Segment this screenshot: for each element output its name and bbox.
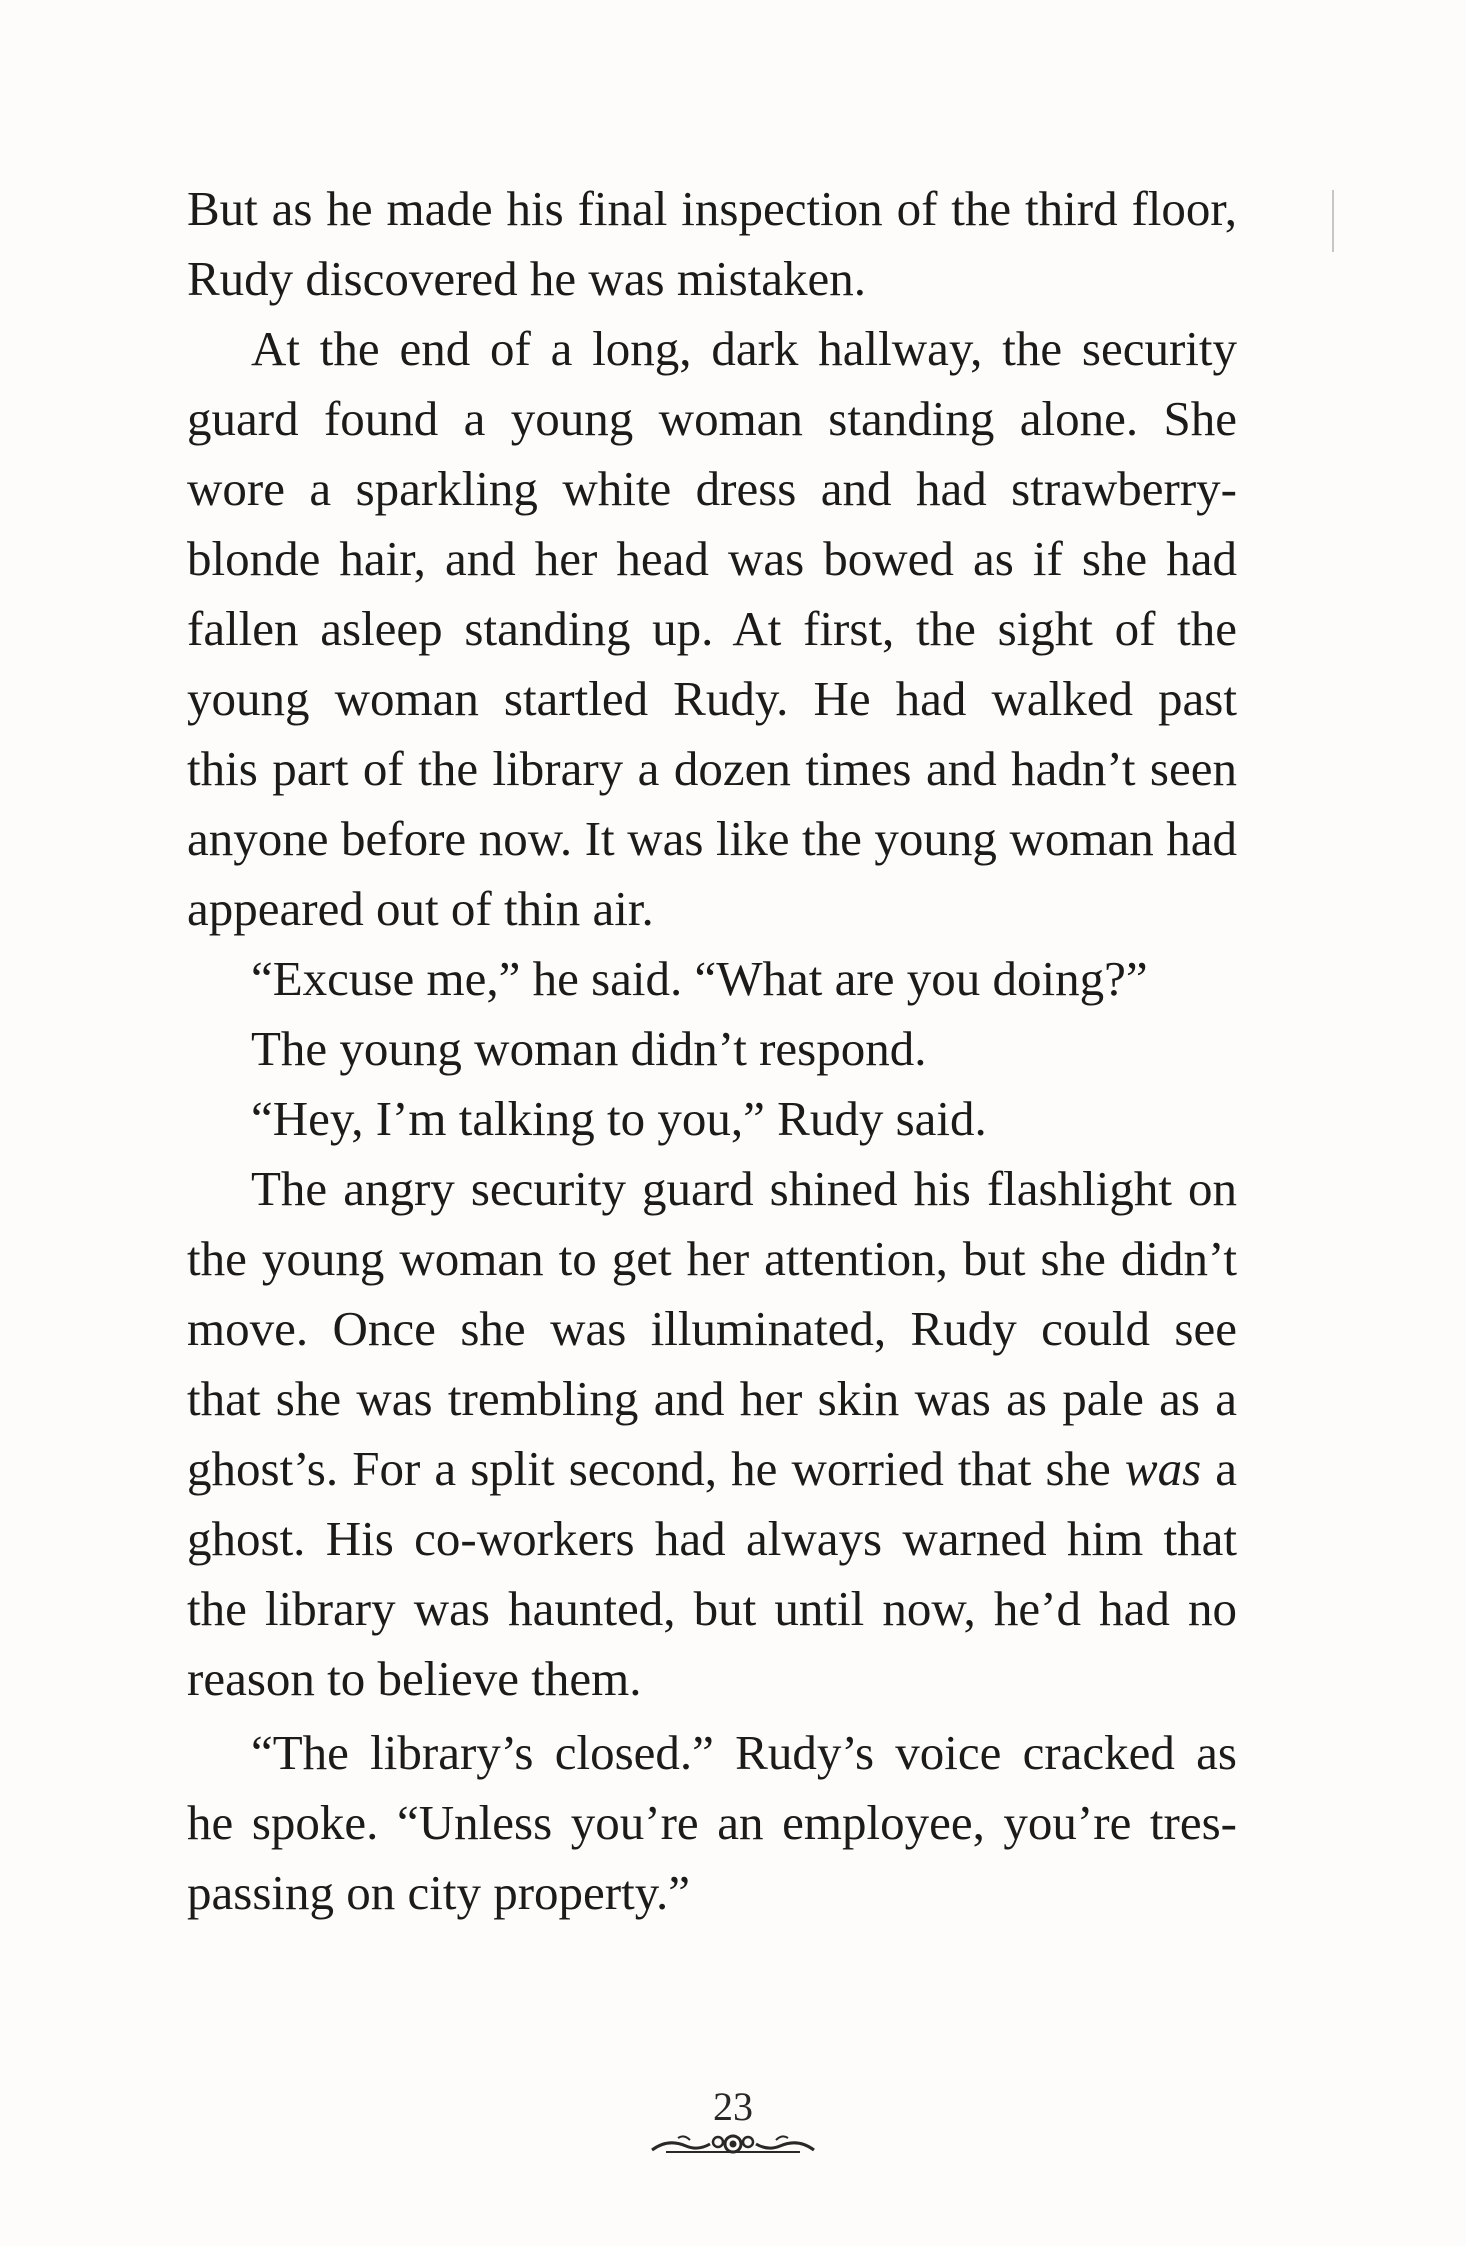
text-line: ghost. His co-workers had always warned him that bbox=[187, 1511, 1237, 1566]
text-line: wore a sparkling white dress and had strawberry- bbox=[187, 461, 1237, 516]
page-number: 23 bbox=[713, 2084, 753, 2129]
text-line bbox=[187, 1434, 1237, 1504]
text-line: that she was trembling and her skin was as pale as a bbox=[187, 1371, 1237, 1426]
floral-ornament-icon bbox=[648, 2130, 818, 2158]
emphasis-text: was bbox=[1124, 1441, 1202, 1496]
text-line: the young woman to get her attention, but she didn’t bbox=[187, 1231, 1237, 1286]
text-line: blonde hair, and her head was bowed as if she had bbox=[187, 531, 1237, 586]
text-line: this part of the library a dozen times and hadn’t seen bbox=[187, 741, 1237, 796]
text-line: move. Once she was illuminated, Rudy could see bbox=[187, 1301, 1237, 1356]
text-line: reason to believe them. bbox=[187, 1651, 642, 1706]
text-line: passing on city property.” bbox=[187, 1865, 691, 1920]
text-line: fallen asleep standing up. At first, the sight of the bbox=[187, 601, 1237, 656]
text-line: he spoke. “Unless you’re an employee, you’re tres- bbox=[187, 1795, 1237, 1850]
text-line: “The library’s closed.” Rudy’s voice cracked as bbox=[251, 1725, 1237, 1780]
text-segment: a bbox=[1201, 1441, 1237, 1496]
scan-mark bbox=[1332, 190, 1334, 252]
text-line: appeared out of thin air. bbox=[187, 881, 654, 936]
text-line: The angry security guard shined his flashlight on bbox=[251, 1161, 1237, 1216]
text-line: the library was haunted, but until now, he’d had no bbox=[187, 1581, 1237, 1636]
text-line: But as he made his final inspection of the third floor, bbox=[187, 181, 1237, 236]
text-line: guard found a young woman standing alone. She bbox=[187, 391, 1237, 446]
text-line: Rudy discovered he was mistaken. bbox=[187, 251, 867, 306]
text-line: “Excuse me,” he said. “What are you doing?” bbox=[251, 951, 1148, 1006]
text-line: anyone before now. It was like the young woman had bbox=[187, 811, 1237, 866]
text-line: The young woman didn’t respond. bbox=[251, 1021, 927, 1076]
body-text bbox=[187, 174, 1237, 1928]
text-line: young woman startled Rudy. He had walked past bbox=[187, 671, 1237, 726]
text-segment: ghost’s. For a split second, he worried that she bbox=[187, 1441, 1125, 1496]
text-line: “Hey, I’m talking to you,” Rudy said. bbox=[251, 1091, 987, 1146]
text-line: At the end of a long, dark hallway, the security bbox=[251, 321, 1237, 376]
